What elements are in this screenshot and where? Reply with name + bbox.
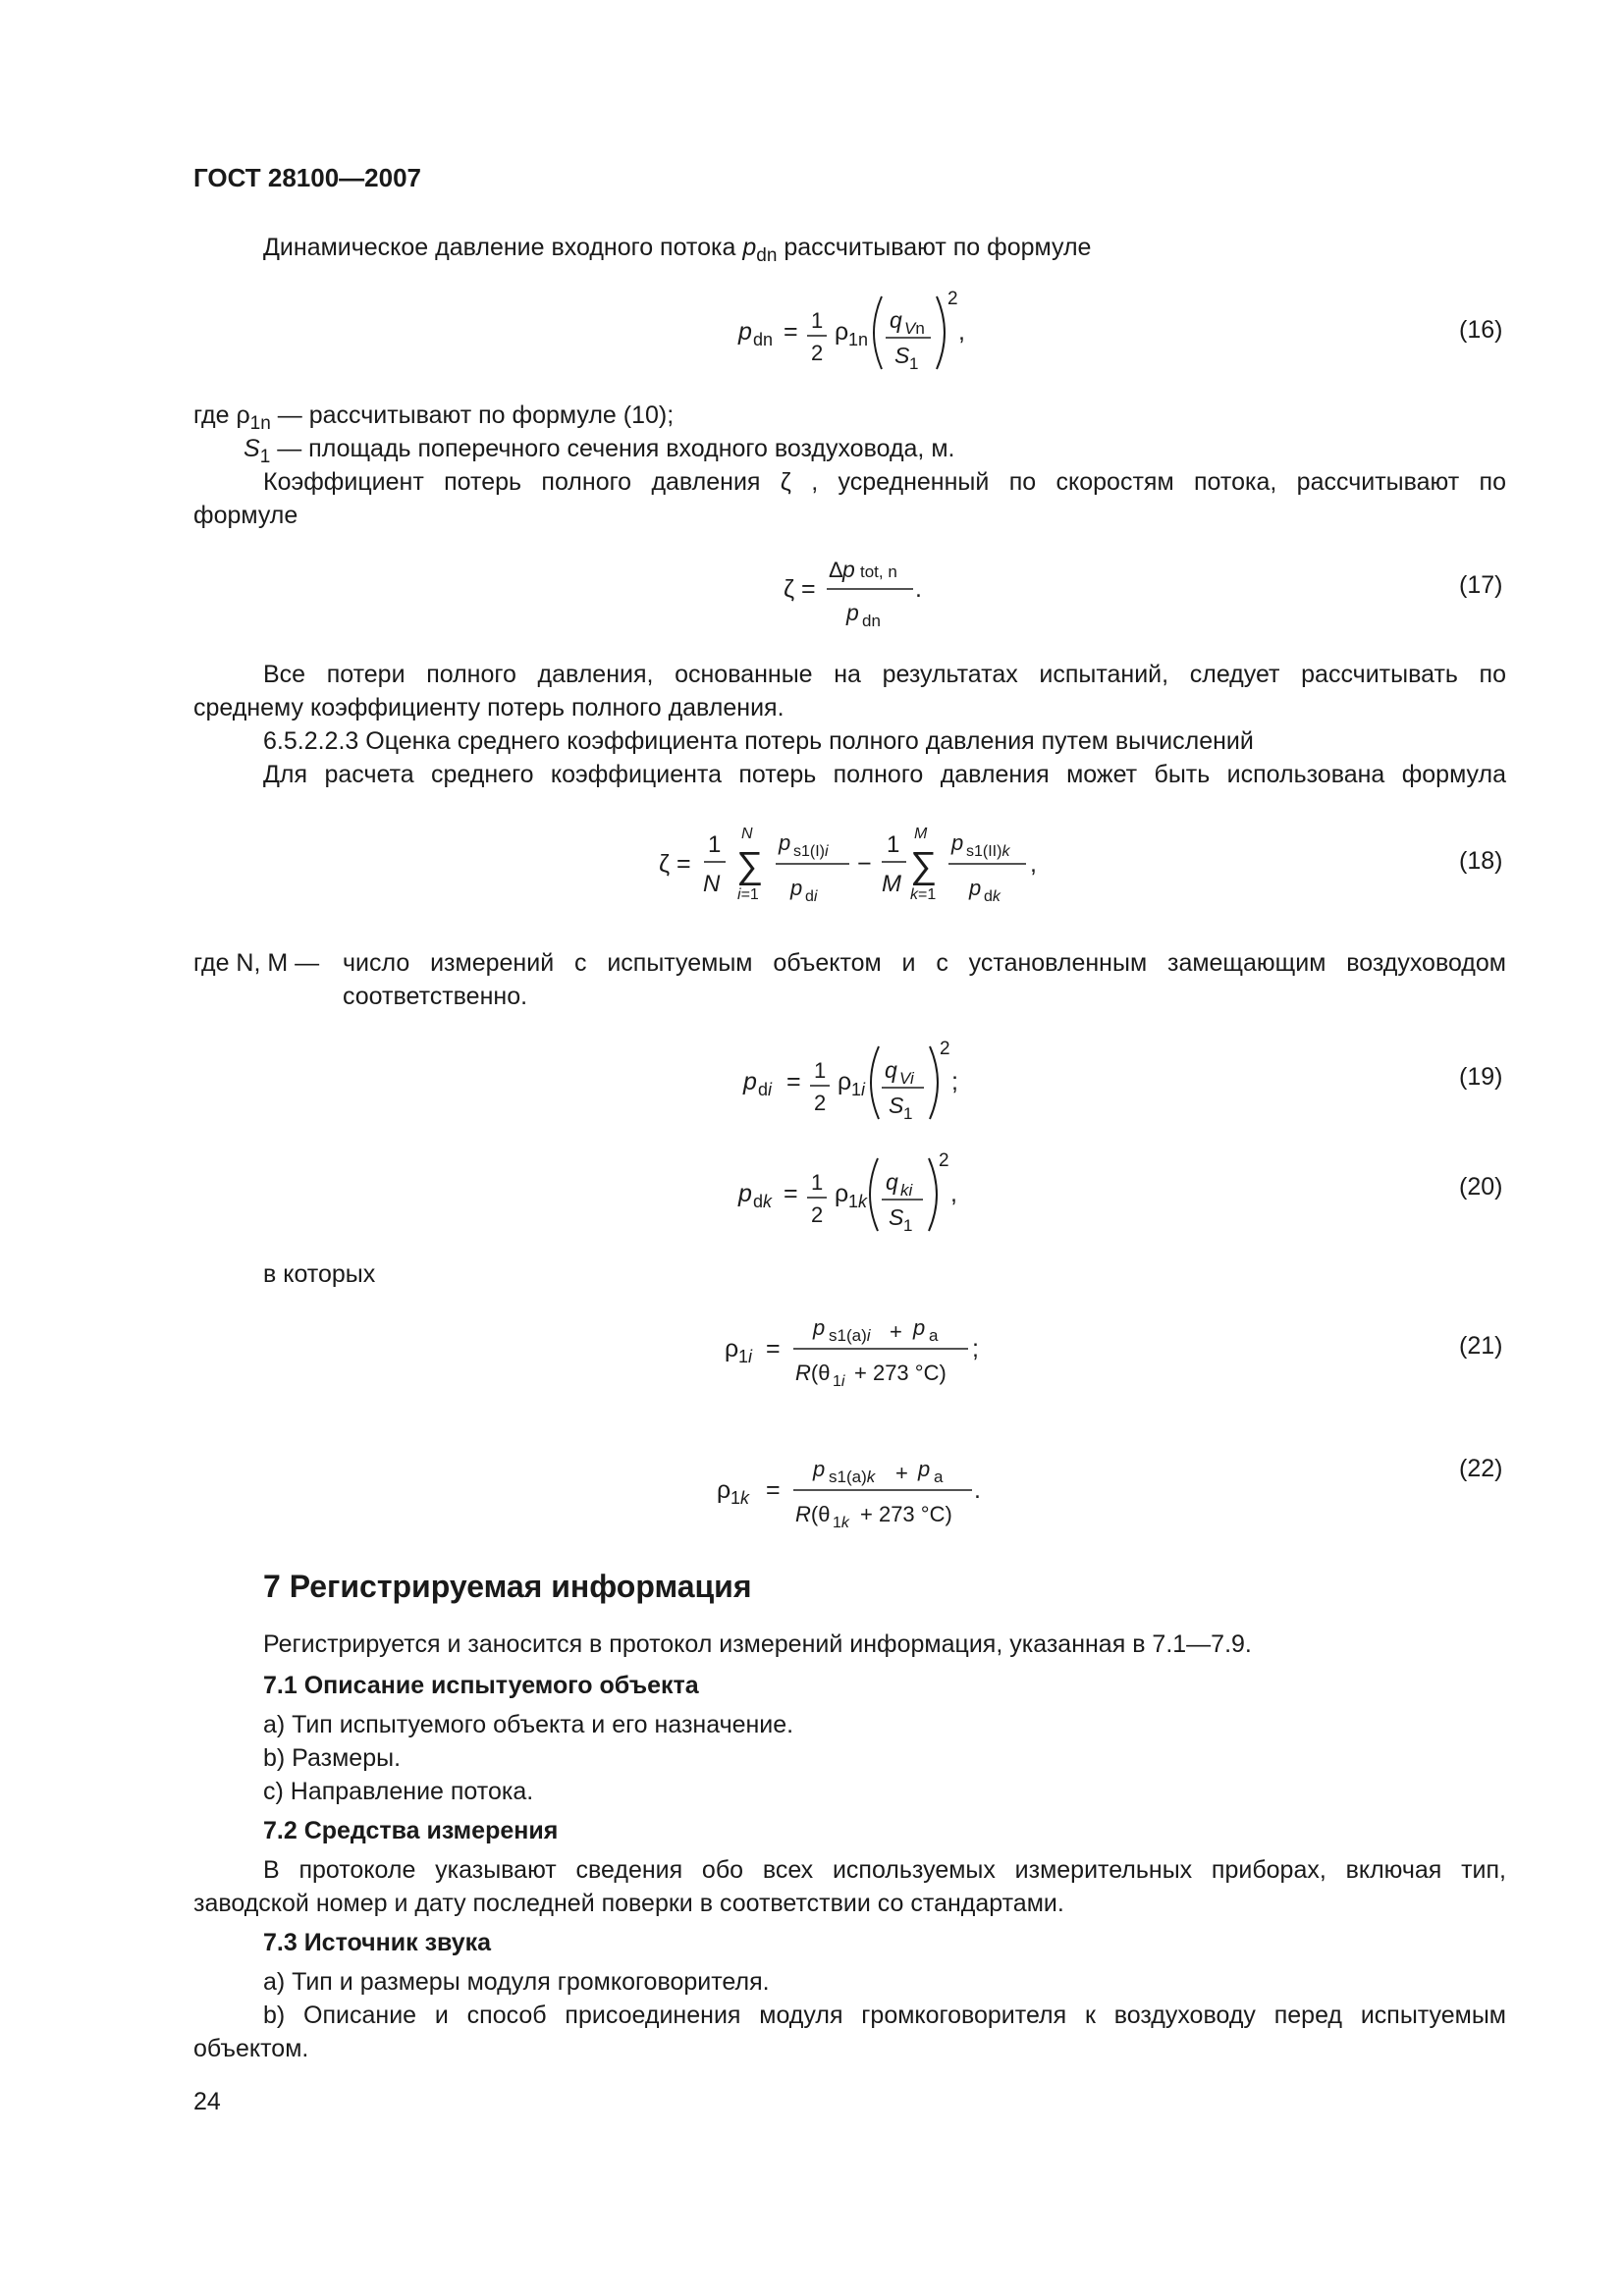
page-number: 24 xyxy=(193,2088,221,2115)
svg-text:p: p xyxy=(913,1315,926,1340)
svg-text:ζ: ζ xyxy=(784,575,795,603)
svg-text:dk: dk xyxy=(753,1192,773,1211)
section-7-title: 7 Регистрируемая информация xyxy=(263,1569,752,1604)
svg-text:di: di xyxy=(805,888,818,905)
subsection-7-3-title: 7.3 Источник звука xyxy=(263,1929,492,1956)
svg-text:k=1: k=1 xyxy=(910,886,937,903)
svg-text:q: q xyxy=(890,307,902,333)
svg-text:s1(I)i: s1(I)i xyxy=(793,843,829,860)
svg-text:tot, n: tot, n xyxy=(860,562,897,581)
svg-text:−: − xyxy=(857,850,872,878)
svg-text:i=1: i=1 xyxy=(737,886,759,903)
svg-text:2: 2 xyxy=(811,1202,824,1227)
svg-text:p: p xyxy=(738,1180,752,1207)
symbol-rho: ρ xyxy=(236,401,250,429)
paragraph-dynamic-pressure: Динамическое давление входного потока $p_{dn}$ рассчитывают по формуле xyxy=(263,234,1092,266)
symbol-p: p xyxy=(742,234,757,261)
svg-text:q: q xyxy=(885,1057,897,1083)
list-item: b) Размеры. xyxy=(263,1744,402,1772)
svg-text:M: M xyxy=(914,826,928,842)
svg-text:+: + xyxy=(890,1319,902,1344)
equation-22 xyxy=(715,1443,1000,1541)
paragraph-all-losses-line2: среднему коэффициенту потерь полного давления. xyxy=(193,694,784,721)
svg-text:=: = xyxy=(786,1068,801,1095)
svg-text:+: + xyxy=(895,1461,908,1485)
svg-text:ζ: ζ xyxy=(659,850,671,878)
svg-text:,: , xyxy=(950,1180,957,1207)
svg-text:N: N xyxy=(741,826,753,842)
equation-19-number: (19) xyxy=(1459,1063,1503,1091)
subsection-7-1-title: 7.1 Описание испытуемого объекта xyxy=(263,1672,699,1699)
paragraph-all-losses-line1: Все потери полного давления, основанные на результатах испытаний, следует рассчитывать по xyxy=(263,661,1506,688)
svg-text:2: 2 xyxy=(814,1091,827,1115)
svg-text:p: p xyxy=(813,1315,826,1340)
where-clause-n-m-line1: число измерений с испытуемым объектом и с установленным замещающим воздуховодом xyxy=(343,949,1506,977)
svg-text:.: . xyxy=(915,575,922,603)
svg-text:=: = xyxy=(784,318,798,346)
svg-text:1i: 1i xyxy=(833,1373,845,1390)
svg-text:S: S xyxy=(889,1093,904,1118)
svg-text:,: , xyxy=(958,318,965,346)
svg-text:p: p xyxy=(790,876,803,900)
equation-21-number: (21) xyxy=(1459,1332,1503,1360)
svg-text:S: S xyxy=(889,1204,904,1230)
svg-text:p: p xyxy=(779,830,791,855)
svg-text:p: p xyxy=(743,1068,757,1095)
svg-text:1: 1 xyxy=(811,1170,824,1195)
svg-text:;: ; xyxy=(951,1068,958,1095)
svg-text:a: a xyxy=(929,1326,939,1345)
svg-text:;: ; xyxy=(972,1335,979,1362)
list-item: a) Тип испытуемого объекта и его назначение. xyxy=(263,1711,794,1738)
svg-text:dn: dn xyxy=(862,612,881,630)
equation-21 xyxy=(715,1302,1000,1400)
svg-text:s1(II)k: s1(II)k xyxy=(966,843,1010,860)
svg-text:di: di xyxy=(758,1080,773,1099)
list-item-continuation: объектом. xyxy=(193,2035,309,2062)
equation-17-number: (17) xyxy=(1459,571,1503,599)
equation-18 xyxy=(653,821,1065,919)
svg-text:1k: 1k xyxy=(730,1488,750,1508)
svg-text:p: p xyxy=(842,557,855,582)
svg-text:p: p xyxy=(813,1457,826,1481)
svg-text:+ 273 °C): + 273 °C) xyxy=(854,1361,947,1385)
svg-text:1k: 1k xyxy=(833,1515,849,1531)
svg-text:1: 1 xyxy=(811,308,824,333)
paragraph-formula-intro: Для расчета среднего коэффициента потерь полного давления может быть использована формула xyxy=(263,761,1506,788)
svg-text:1: 1 xyxy=(708,831,722,858)
svg-text:2: 2 xyxy=(939,1150,949,1171)
svg-text:p: p xyxy=(951,830,964,855)
svg-text:ki: ki xyxy=(900,1181,913,1200)
paragraph-loss-coefficient-line2: формуле xyxy=(193,502,298,529)
clause-6-5-2-2-3: 6.5.2.2.3 Оценка среднего коэффициента потерь полного давления путем вычислений xyxy=(263,727,1254,755)
svg-text:,: , xyxy=(1030,850,1037,878)
paragraph-in-which: в которых xyxy=(263,1260,376,1288)
list-item: c) Направление потока. xyxy=(263,1778,534,1805)
where-clause-s1: $S_1$ — площадь поперечного сечения входного воздуховода, м. xyxy=(243,435,955,467)
svg-text:=: = xyxy=(784,1180,798,1207)
svg-text:p: p xyxy=(969,876,982,900)
svg-text:p: p xyxy=(846,600,859,625)
symbol-p-subscript: dn xyxy=(756,245,778,266)
list-item: a) Тип и размеры модуля громкоговорителя. xyxy=(263,1968,770,1996)
svg-text:1: 1 xyxy=(814,1058,827,1083)
svg-text:ρ: ρ xyxy=(717,1476,731,1504)
svg-text:ρ: ρ xyxy=(725,1335,739,1362)
equation-16-number: (16) xyxy=(1459,316,1503,344)
svg-text:ρ: ρ xyxy=(838,1068,852,1095)
svg-text:Δ: Δ xyxy=(829,558,843,582)
svg-text:R(θ: R(θ xyxy=(795,1502,831,1526)
svg-text:S: S xyxy=(894,343,910,368)
svg-text:1: 1 xyxy=(903,1216,913,1235)
svg-text:1: 1 xyxy=(903,1104,913,1123)
svg-text:Vi: Vi xyxy=(899,1069,914,1088)
equation-17 xyxy=(776,546,952,634)
list-item: b) Описание и способ присоединения модуля громкоговорителя к воздуховоду перед испытуемым xyxy=(263,2002,1506,2029)
svg-text:s1(a)k: s1(a)k xyxy=(829,1468,876,1486)
subsection-7-2-text-line1: В протоколе указывают сведения обо всех используемых измерительных приборах, включая тип, xyxy=(263,1856,1506,1884)
svg-text:=: = xyxy=(766,1335,781,1362)
svg-text:1: 1 xyxy=(887,831,900,858)
equation-16 xyxy=(727,277,982,375)
paragraph-loss-coefficient-line1: Коэффициент потерь полного давления ζ , усредненный по скоростям потока, рассчитывают по xyxy=(263,468,1506,496)
where-clause-n-m-term: где N, M — xyxy=(193,949,320,977)
svg-text:1i: 1i xyxy=(851,1080,866,1099)
svg-text:=: = xyxy=(801,575,816,603)
svg-text:ρ: ρ xyxy=(835,1180,849,1207)
svg-text:1k: 1k xyxy=(848,1192,868,1211)
equation-19 xyxy=(731,1027,987,1125)
svg-text:q: q xyxy=(886,1169,898,1195)
svg-text:2: 2 xyxy=(811,341,824,365)
symbol-s: S xyxy=(243,435,260,462)
equation-20 xyxy=(727,1139,982,1237)
svg-text:a: a xyxy=(934,1468,944,1486)
svg-text:+ 273 °C): + 273 °C) xyxy=(860,1502,952,1526)
svg-text:∑: ∑ xyxy=(736,845,764,886)
equation-18-number: (18) xyxy=(1459,847,1503,875)
svg-text:dn: dn xyxy=(753,330,774,349)
svg-text:R(θ: R(θ xyxy=(795,1361,831,1385)
svg-text:p: p xyxy=(738,318,752,346)
svg-text:=: = xyxy=(766,1476,781,1504)
svg-text:p: p xyxy=(918,1457,931,1481)
svg-text:∑: ∑ xyxy=(910,845,938,886)
svg-text:1n: 1n xyxy=(848,330,869,349)
svg-text:dk: dk xyxy=(984,888,1001,905)
svg-text:=: = xyxy=(676,850,691,878)
section-7-intro: Регистрируется и заносится в протокол измерений информация, указанная в 7.1—7.9. xyxy=(263,1630,1252,1658)
subsection-7-2-text-line2: заводской номер и дату последней поверки в соответствии со стандартами. xyxy=(193,1890,1064,1917)
where-clause-n-m-line2: соответственно. xyxy=(343,983,528,1010)
svg-text:ρ: ρ xyxy=(835,318,849,346)
svg-text:2: 2 xyxy=(947,289,958,309)
subsection-7-2-title: 7.2 Средства измерения xyxy=(263,1817,559,1844)
svg-text:Vn: Vn xyxy=(904,319,925,338)
svg-text:.: . xyxy=(974,1476,981,1504)
svg-text:1i: 1i xyxy=(738,1347,753,1366)
svg-text:1: 1 xyxy=(909,354,919,373)
equation-20-number: (20) xyxy=(1459,1173,1503,1201)
equation-22-number: (22) xyxy=(1459,1455,1503,1482)
svg-text:N: N xyxy=(703,871,721,897)
where-clause-rho: где $\rho_{1n}$ — рассчитывают по формуле (10); xyxy=(193,401,675,434)
svg-text:2: 2 xyxy=(940,1039,950,1059)
document-id-header: ГОСТ 28100—2007 xyxy=(193,163,421,192)
svg-text:s1(a)i: s1(a)i xyxy=(829,1326,871,1345)
svg-text:M: M xyxy=(882,871,901,897)
